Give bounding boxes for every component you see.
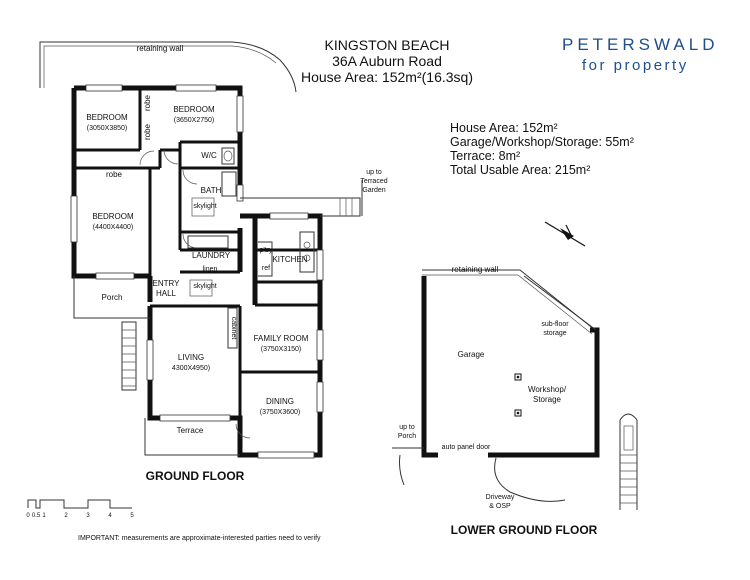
house-area-heading: House Area: 152m²(16.3sq): [301, 69, 473, 85]
bedroom-1-name: BEDROOM: [86, 113, 128, 122]
lower-ground-floor-title: LOWER GROUND FLOOR: [450, 523, 598, 537]
pantry-label: p'try: [259, 247, 273, 254]
lower-floor-walls: [422, 270, 597, 455]
hall-label: HALL: [155, 289, 177, 298]
entry-label: ENTRY: [152, 279, 180, 288]
workshop-label-2: Storage: [532, 395, 562, 404]
dining-room-dims: (3750X3600): [259, 409, 301, 416]
lower-retaining-wall-label: retaining wall: [451, 265, 499, 274]
linen-label: linen: [202, 266, 218, 273]
lower-floor-posts: [515, 374, 521, 416]
area-garage: Garage/Workshop/Storage: 55m²: [450, 135, 634, 149]
area-terrace: Terrace: 8m²: [450, 149, 521, 163]
bedroom-3-dims: (4400X4400): [92, 224, 134, 231]
cabinet-label: cabinet: [230, 316, 237, 340]
scale-bar: [28, 500, 132, 508]
porch-label: Porch: [101, 293, 123, 302]
up-to-porch-label-2: Porch: [397, 433, 417, 440]
dining-room-name: DINING: [266, 397, 294, 406]
brand-name: PETERSWALD: [562, 35, 719, 54]
terrace-label: Terrace: [176, 426, 204, 435]
area-house: House Area: 152m²: [450, 121, 558, 135]
living-room-name: LIVING: [177, 353, 205, 362]
lower-steps: [620, 414, 637, 510]
up-to-label-1: up to: [366, 169, 382, 176]
retaining-wall-label: retaining wall: [136, 44, 184, 53]
skylight-label-1: skylight: [193, 203, 217, 210]
panel-door-label: auto panel door: [441, 444, 491, 451]
laundry-label: LAUNDRY: [191, 251, 231, 260]
subfloor-label-1: sub-floor: [541, 321, 569, 328]
area-total: Total Usable Area: 215m²: [450, 163, 591, 177]
scale-tick-3: 3: [86, 513, 90, 519]
robe-label-3: robe: [105, 170, 123, 179]
brand-tagline: for property: [582, 57, 689, 74]
fridge-label: ref: [261, 265, 271, 272]
robe-label-2: robe: [143, 123, 152, 141]
bedroom-2-dims: (3650X2750): [173, 117, 215, 124]
ground-floor-title: GROUND FLOOR: [145, 469, 245, 483]
up-to-label-3: Garden: [362, 187, 386, 194]
bath-fixtures: [188, 148, 314, 348]
workshop-label-1: Workshop/: [527, 385, 567, 394]
family-room-dims: (3750X3150): [260, 346, 302, 353]
robe-label-1: robe: [143, 94, 152, 112]
scale-tick-1: 1: [42, 513, 46, 519]
scale-tick-2: 2: [64, 513, 68, 519]
bedroom-2-name: BEDROOM: [173, 105, 215, 114]
terrace-outline: [145, 418, 240, 455]
driveway-label-2: & OSP: [489, 503, 511, 510]
living-room-dims: 4300X4950): [171, 365, 211, 372]
measurement-disclaimer: IMPORTANT: measurements are approximate-interested parties need to verify: [78, 535, 321, 542]
porch-steps: [122, 322, 136, 390]
bedroom-1-dims: (3050X3850): [86, 125, 128, 132]
scale-tick-5: 5: [130, 513, 134, 519]
bath-label: BATH: [200, 186, 222, 195]
wc-label: W/C: [201, 151, 217, 160]
up-to-label-2: Terraced: [360, 178, 388, 185]
bedroom-3-name: BEDROOM: [92, 212, 134, 221]
address-street: 36A Auburn Road: [332, 53, 442, 69]
subfloor-label-2: storage: [543, 330, 567, 337]
address-title: KINGSTON BEACH: [324, 37, 450, 53]
scale-tick-4: 4: [108, 513, 112, 519]
kitchen-label: KITCHEN: [272, 255, 308, 264]
up-to-porch-label-1: up to: [399, 424, 415, 431]
garden-stairs: [240, 180, 362, 216]
family-room-name: FAMILY ROOM: [253, 334, 309, 343]
north-arrow-icon: [545, 222, 585, 246]
driveway-label-1: Driveway: [485, 494, 515, 501]
scale-tick-0: 0: [26, 513, 30, 519]
scale-tick-0-5: 0.5: [31, 513, 41, 519]
garage-label: Garage: [457, 350, 485, 359]
skylight-label-2: skylight: [193, 283, 217, 290]
